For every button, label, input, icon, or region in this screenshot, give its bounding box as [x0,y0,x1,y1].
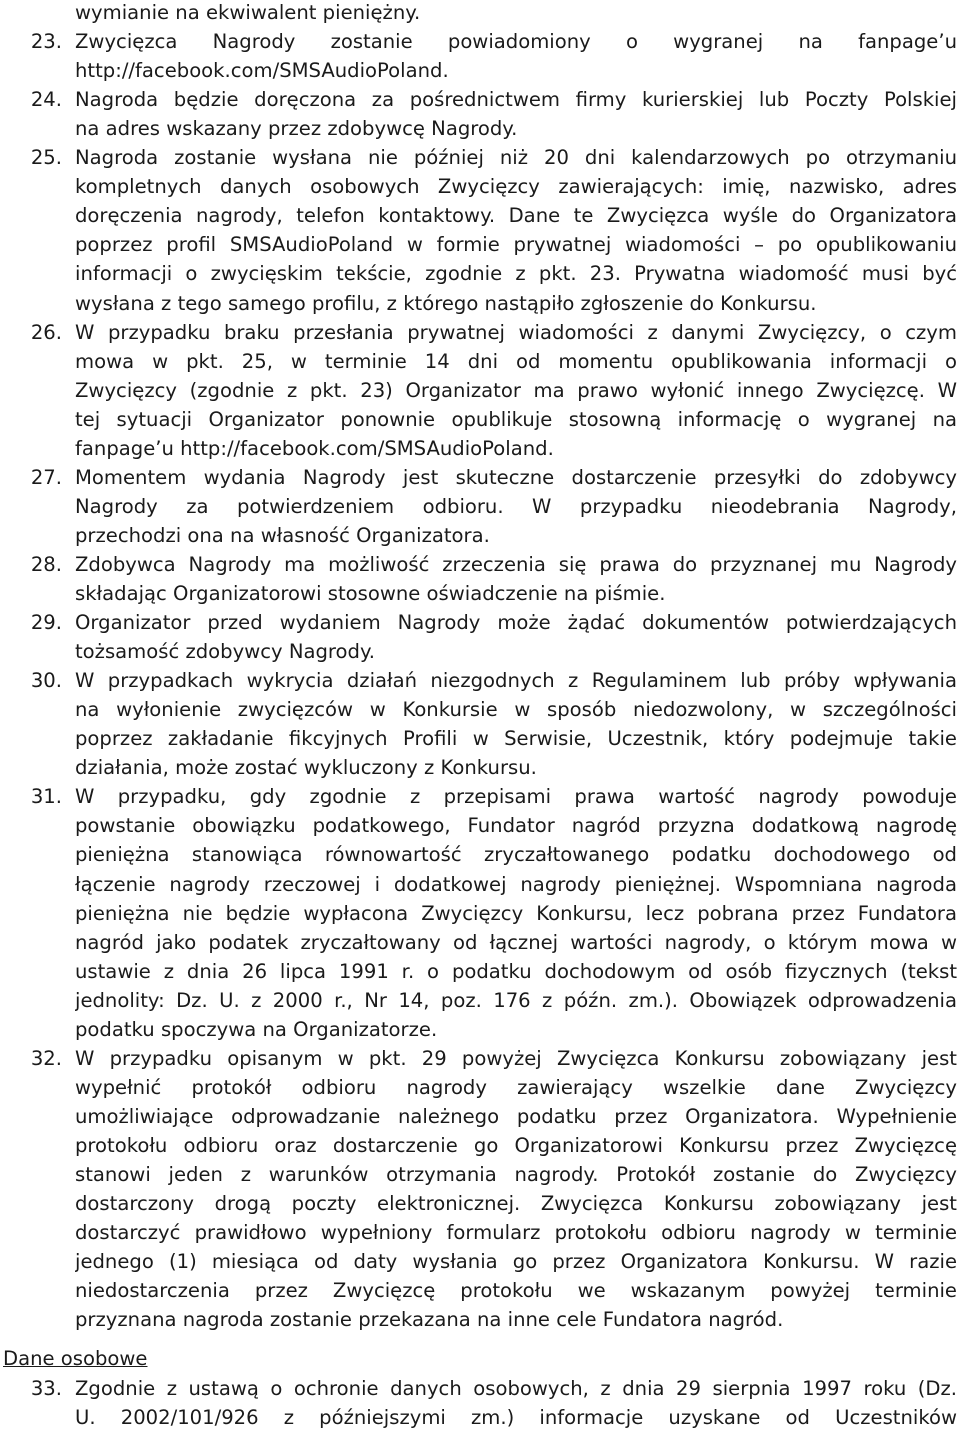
text-line [0,521,960,550]
text-line [0,1102,960,1131]
paragraph-text: protokołu odbioru oraz dostarczenie go Organizatorowi Konkursu przez Zwycięzcę [75,1133,957,1157]
paragraph-text: W przypadku braku przesłania prywatnej wiadomości z danymi Zwycięzcy, o czym [75,320,957,344]
text-line [0,957,960,986]
list-item-number: 27. [30,465,62,489]
paragraph-text: Organizator przed wydaniem Nagrody może żądać dokumentów potwierdzających [75,611,957,635]
text-line [0,1403,960,1432]
text-line [0,259,960,288]
paragraph-text: nagród jako podatek zryczałtowany od łącznej wartości nagrody, o którym mowa w [75,930,957,954]
paragraph-text: dostarczyć prawidłowo wypełniony formularz protokołu odbioru nagrody w terminie [75,1221,957,1245]
paragraph-text: W przypadku opisanym w pkt. 29 powyżej Zwycięzca Konkursu zobowiązany jest [75,1046,957,1070]
text-line [0,1218,960,1247]
paragraph-text: W przypadkach wykrycia działań niezgodnych z Regulaminem lub próby wpływania [75,669,957,693]
paragraph-text: dostarczony drogą poczty elektronicznej. Zwycięzca Konkursu zobowiązany jest [75,1192,957,1216]
text-line [0,492,960,521]
text-line [0,550,960,579]
text-line [0,56,960,85]
list-item-number: 28. [30,552,62,576]
list-item-number: 33. [30,1377,62,1400]
paragraph-text: Zwycięzcy (zgodnie z pkt. 23) Organizator ma prawo wyłonić innego Zwycięzcę. W [75,378,957,402]
text-line [0,1131,960,1160]
text-line [0,1189,960,1218]
text-line [0,318,960,347]
text-line [0,637,960,666]
text-line [0,666,960,695]
text-line [0,27,960,56]
text-line [0,463,960,492]
text-line [0,434,960,463]
text-line [0,172,960,201]
text-line [0,579,960,608]
paragraph-text: pieniężna nie będzie wypłacona Zwycięzcy Konkursu, lecz pobrana przez Fundatora [75,901,957,925]
paragraph-text: umożliwiające odprowadzanie należnego podatku przez Organizatora. Wypełnienie [75,1104,957,1128]
paragraph-text: U. 2002/101/926 z późniejszymi zm.) informacje uzyskane od Uczestników [75,1406,957,1430]
text-line [0,1015,960,1044]
paragraph-text: powstanie obowiązku podatkowego, Fundator nagród przyzna dodatkową nagrodę [75,814,957,838]
paragraph-text: przyznana nagroda zostanie przekazana na inne cele Fundatora nagród. [75,1308,784,1332]
text-line [0,753,960,782]
text-line [0,1247,960,1276]
paragraph-text: pieniężna stanowiąca równowartość zryczałtowanego podatku dochodowego od [75,843,957,867]
text-line [0,376,960,405]
list-item-number: 24. [30,88,62,112]
paragraph-text: http://facebook.com/SMSAudioPoland. [75,59,449,83]
list-item-number: 29. [30,611,62,635]
text-line [0,1160,960,1189]
paragraph-text: Zwycięzca Nagrody zostanie powiadomiony o wygranej na fanpage’u [75,30,957,54]
paragraph-text: Nagrody za potwierdzeniem odbioru. W przypadku nieodebrania Nagrody, [75,494,957,518]
paragraph-text: podatku spoczywa na Organizatorze. [75,1017,438,1041]
text-line [0,1044,960,1073]
paragraph-text: jednego (1) miesiąca od daty wysłania go przez Organizatora Konkursu. W razie [75,1250,957,1274]
paragraph-text: Nagroda zostanie wysłana nie później niż 20 dni kalendarzowych po otrzymaniu [75,146,957,170]
paragraph-text: jednolity: Dz. U. z 2000 r., Nr 14, poz. 176 z późn. zm.). Obowiązek odprowadzenia [75,988,957,1012]
text-line [0,289,960,318]
text-line [0,782,960,811]
text-line [0,1305,960,1334]
text-line [0,811,960,840]
paragraph-text: Nagroda będzie doręczona za pośrednictwem firmy kurierskiej lub Poczty Polskiej [75,88,957,112]
text-line [0,1374,960,1403]
paragraph-text: łączenie nagrody rzeczowej i dodatkowej nagrody pieniężnej. Wspomniana nagroda [75,872,957,896]
text-line [0,928,960,957]
paragraph-text: poprzez profil SMSAudioPoland w formie prywatnej wiadomości – po opublikowaniu [75,233,957,257]
list-item-number: 23. [30,30,62,54]
paragraph-text: tożsamość zdobywcy Nagrody. [75,640,375,664]
paragraph-text: W przypadku, gdy zgodnie z przepisami prawa wartość nagrody powoduje [75,785,957,809]
list-item-number: 31. [30,785,62,809]
paragraph-text: informacji o zwycięskim tekście, zgodnie z pkt. 23. Prywatna wiadomość musi być [75,262,957,286]
paragraph-text: na wyłonienie zwycięzców w Konkursie w sposób niedozwolony, w szczególności [75,698,957,722]
text-line [0,724,960,753]
text-line [0,1073,960,1102]
paragraph-text: tej sytuacji Organizator ponownie opublikuje stosowną informację o wygranej na [75,407,957,431]
paragraph-text: Zdobywca Nagrody ma możliwość zrzeczenia się prawa do przyznanej mu Nagrody [75,552,957,576]
paragraph-text: mowa w pkt. 25, w terminie 14 dni od momentu opublikowania informacji o [75,349,957,373]
text-line [0,405,960,434]
text-line [0,840,960,869]
text-line [0,347,960,376]
paragraph-text: Zgodnie z ustawą o ochronie danych osobowych, z dnia 29 sierpnia 1997 roku (Dz. [75,1377,957,1400]
paragraph-text: wysłana z tego samego profilu, z którego nastąpiło zgłoszenie do Konkursu. [75,291,817,315]
paragraph-text: na adres wskazany przez zdobywcę Nagrody. [75,117,518,141]
list-item-number: 25. [30,146,62,170]
paragraph-text: niedostarczenia przez Zwycięzcę protokołu we wskazanym powyżej terminie [75,1279,957,1303]
text-line [0,0,960,27]
paragraph-text: ustawie z dnia 26 lipca 1991 r. o podatku dochodowym od osób fizycznych (tekst [75,959,957,983]
paragraph-text: doręczenia nagrody, telefon kontaktowy. Dane te Zwycięzca wyśle do Organizatora [75,204,957,228]
text-line [0,986,960,1015]
list-item-number: 32. [30,1046,62,1070]
paragraph-text: poprzez zakładanie fikcyjnych Profili w Serwisie, Uczestnik, który podejmuje takie [75,727,957,751]
paragraph-text: Momentem wydania Nagrody jest skuteczne dostarczenie przesyłki do zdobywcy [75,465,957,489]
paragraph-text: przechodzi ona na własność Organizatora. [75,523,490,547]
paragraph-text: stanowi jeden z warunków otrzymania nagrody. Protokół zostanie do Zwycięzcy [75,1163,957,1186]
text-line [0,870,960,899]
text-line [0,695,960,724]
paragraph-text: wymianie na ekwiwalent pieniężny. [75,1,421,24]
paragraph-text: fanpage’u http://facebook.com/SMSAudioPoland. [75,436,554,460]
text-line [0,1276,960,1305]
paragraph-text: działania, może zostać wykluczony z Konkursu. [75,756,537,780]
text-line [0,201,960,230]
text-line [0,608,960,637]
text-line [0,114,960,143]
list-item-number: 26. [30,320,62,344]
text-line [0,143,960,172]
text-line [0,85,960,114]
section-heading: Dane osobowe [3,1347,148,1370]
paragraph-text: wypełnić protokół odbioru nagrody zawierający wszelkie dane Zwycięzcy [75,1075,957,1099]
text-line [0,899,960,928]
text-line [0,230,960,259]
paragraph-text: składając Organizatorowi stosowne oświadczenie na piśmie. [75,582,666,605]
paragraph-text: kompletnych danych osobowych Zwycięzcy zawierających: imię, nazwisko, adres [75,175,957,199]
list-item-number: 30. [30,669,62,693]
